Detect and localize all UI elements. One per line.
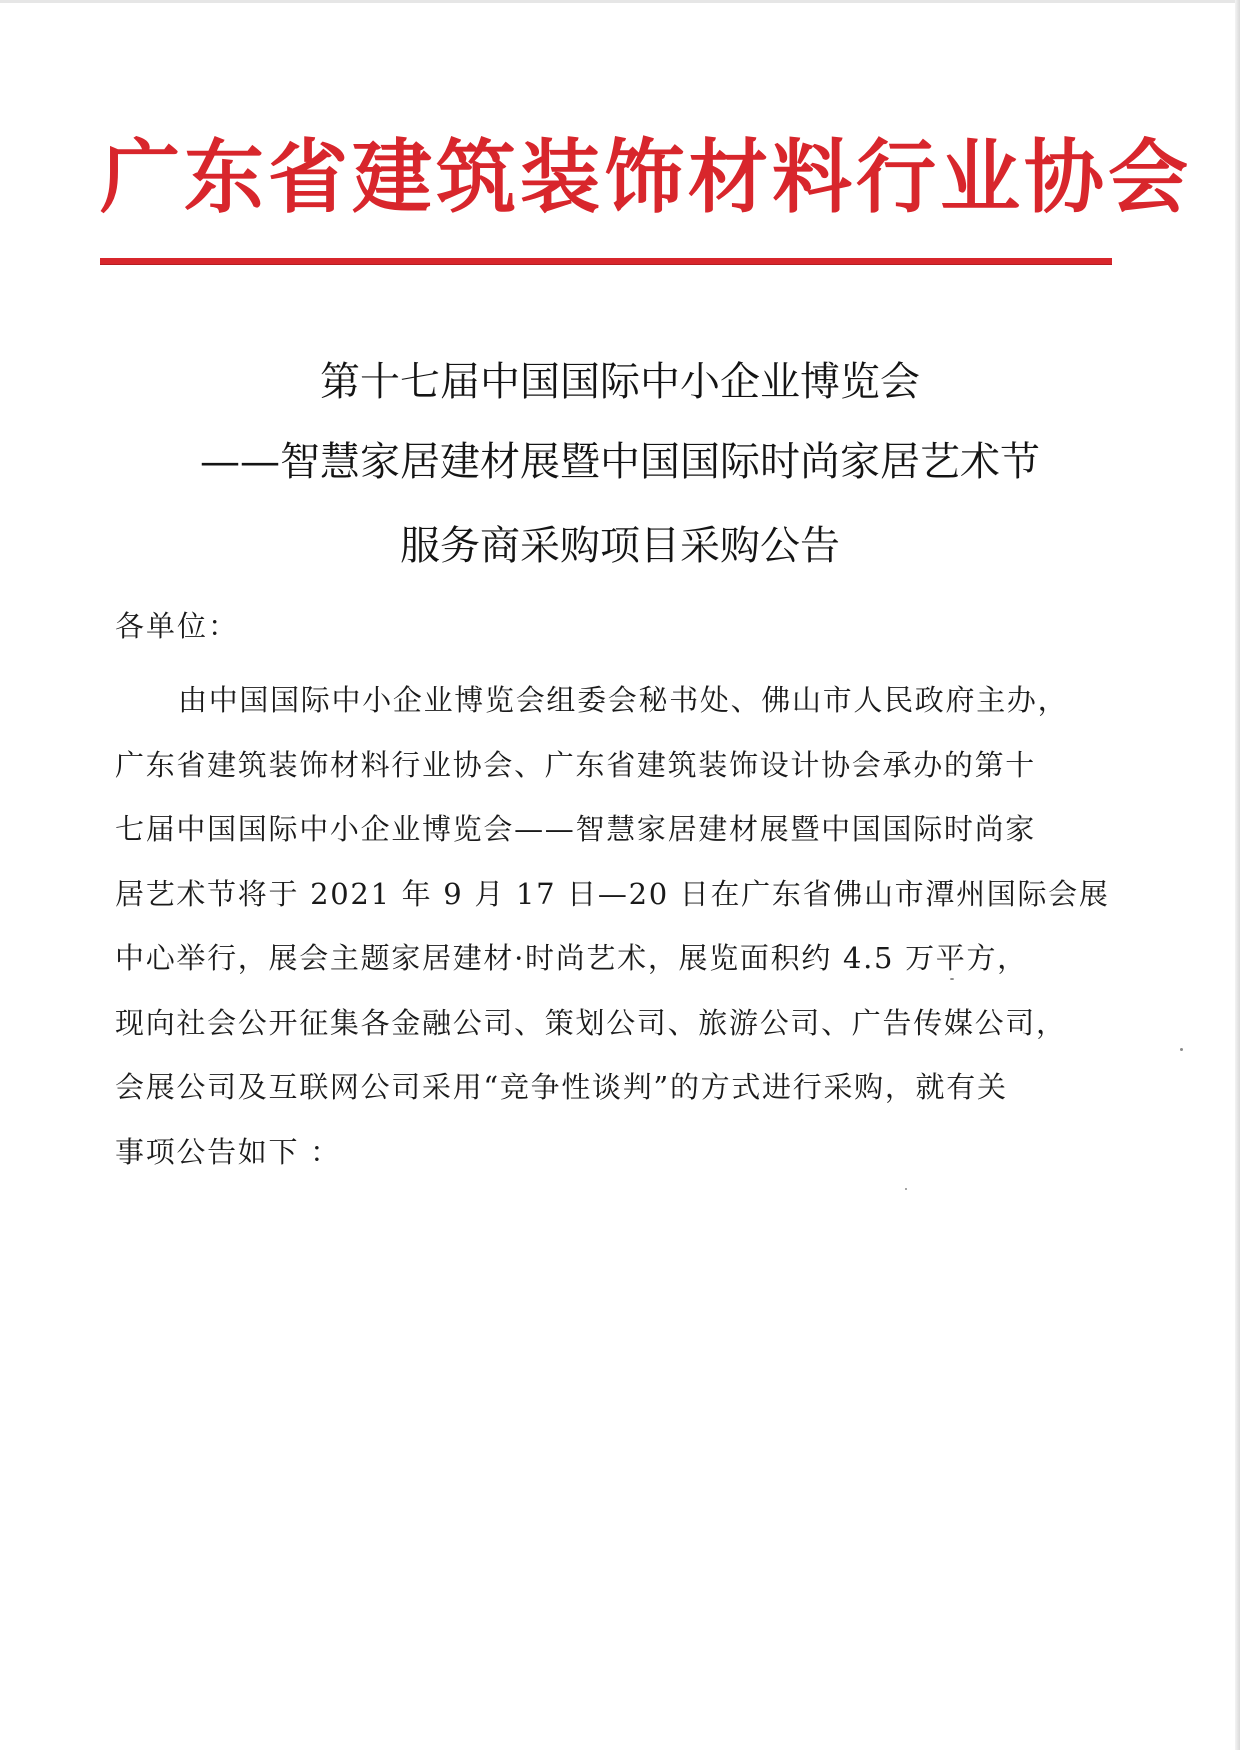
body-line: 现向社会公开征集各金融公司、策划公司、旅游公司、广告传媒公司， bbox=[115, 1005, 1067, 1040]
body-line: 事项公告如下 ： bbox=[115, 1134, 341, 1169]
scan-speck bbox=[950, 978, 954, 980]
body-line: 会展公司及互联网公司采用“竞争性谈判”的方式进行采购，就有关 bbox=[115, 1070, 1008, 1104]
salutation: 各单位： bbox=[115, 609, 240, 643]
letterhead-red-rule bbox=[100, 258, 1112, 265]
document-title-line-3: 服务商采购项目采购公告 bbox=[400, 523, 840, 569]
scan-edge-right bbox=[1235, 0, 1240, 1750]
scan-speck bbox=[905, 1188, 907, 1190]
body-line: 由中国国际中小企业博览会组委会秘书处、佛山市人民政府主办， bbox=[178, 683, 1069, 717]
body-line: 广东省建筑装饰材料行业协会、广东省建筑装饰设计协会承办的第十 bbox=[115, 747, 1037, 782]
document-title-line-2: ——智慧家居建材展暨中国国际时尚家居艺术节 bbox=[200, 439, 1040, 485]
letterhead-org-name: 广东省建筑装饰材料行业协会 bbox=[100, 131, 1192, 224]
body-paragraph bbox=[115, 668, 1115, 1184]
document-title-line-1: 第十七届中国国际中小企业博览会 bbox=[320, 359, 920, 405]
body-line: 居艺术节将于 2021 年 9 月 17 日—20 日在广东省佛山市潭州国际会展 bbox=[115, 876, 1110, 911]
scan-edge-top bbox=[0, 0, 1240, 3]
body-line: 中心举行，展会主题家居建材·时尚艺术，展览面积约 4.5 万平方， bbox=[115, 941, 1028, 975]
body-line: 七届中国国际中小企业博览会——智慧家居建材展暨中国国际时尚家 bbox=[115, 812, 1037, 846]
scan-speck bbox=[1180, 1048, 1183, 1051]
